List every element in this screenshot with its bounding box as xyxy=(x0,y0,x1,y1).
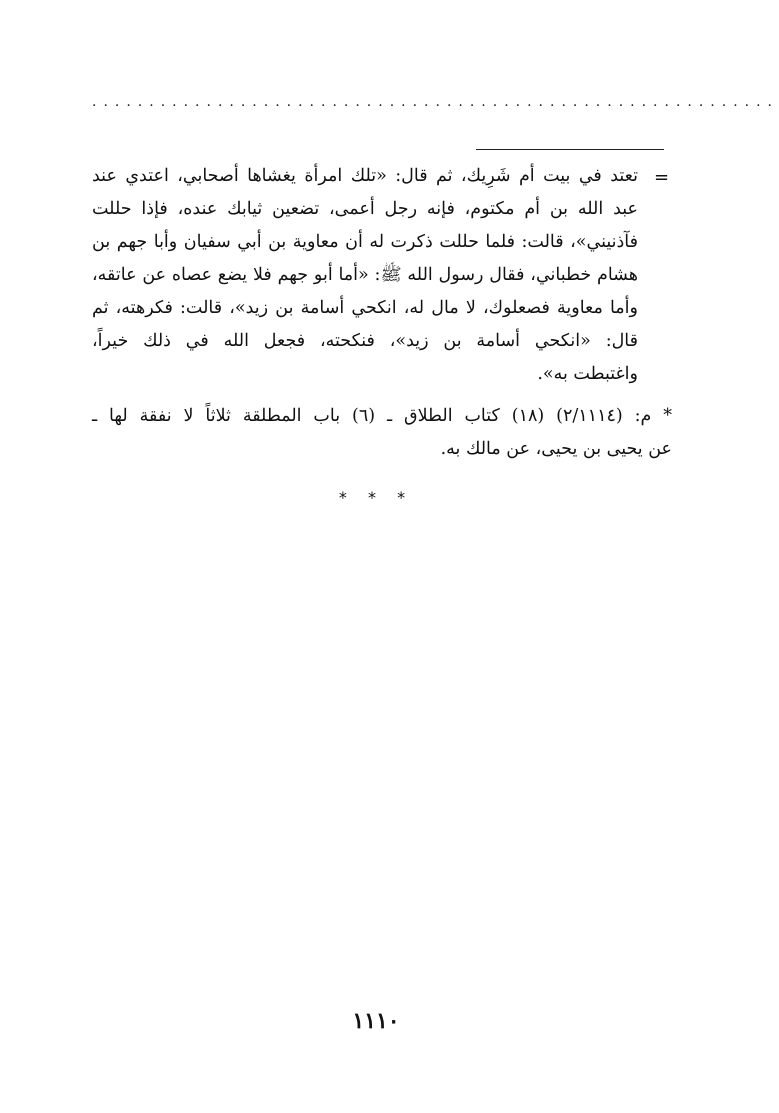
footnote-rule xyxy=(476,149,664,150)
reference-note xyxy=(92,400,672,466)
footnote-line: تعتد في بيت أم شَرِيك، ثم قال: «تلك امرأة يغشاها أصحابي، اعتدي عند xyxy=(92,166,638,186)
page-number: ١١١٠ xyxy=(352,1008,400,1034)
section-separator-stars: * * * xyxy=(338,488,414,507)
footnote-text xyxy=(92,160,638,391)
footnote-line: فآذنيني»، قالت: فلما حللت ذكرت له أن معاوية بن أبي سفيان وأبا جهم بن xyxy=(92,232,639,252)
reference-line: * م: (٢/١١١٤) (١٨) كتاب الطلاق ـ (٦) باب المطلقة ثلاثاً لا نفقة لها ـ xyxy=(92,406,673,426)
footnote-line: واغتبطت به». xyxy=(537,364,638,384)
footnote-line: عبد الله بن أم مكتوم، فإنه رجل أعمى، تضعين ثيابك عنده، فإذا حللت xyxy=(92,199,638,219)
reference-line: عن يحيى بن يحيى، عن مالك به. xyxy=(440,439,672,459)
footnote-line: قال: «انكحي أسامة بن زيد»، فنكحته، فجعل الله في ذلك خيراً، xyxy=(92,331,638,351)
continuation-mark: = xyxy=(654,167,670,188)
footnote-line: وأما معاوية فصعلوك، لا مال له، انكحي أسامة بن زيد»، قالت: فكرهته، ثم xyxy=(92,298,638,318)
footnote-line: هشام خطباني، فقال رسول الله ﷺ: «أما أبو جهم فلا يضع عصاه عن عاتقه، xyxy=(92,265,638,285)
dotted-header-line: ............................................................ xyxy=(92,94,779,110)
